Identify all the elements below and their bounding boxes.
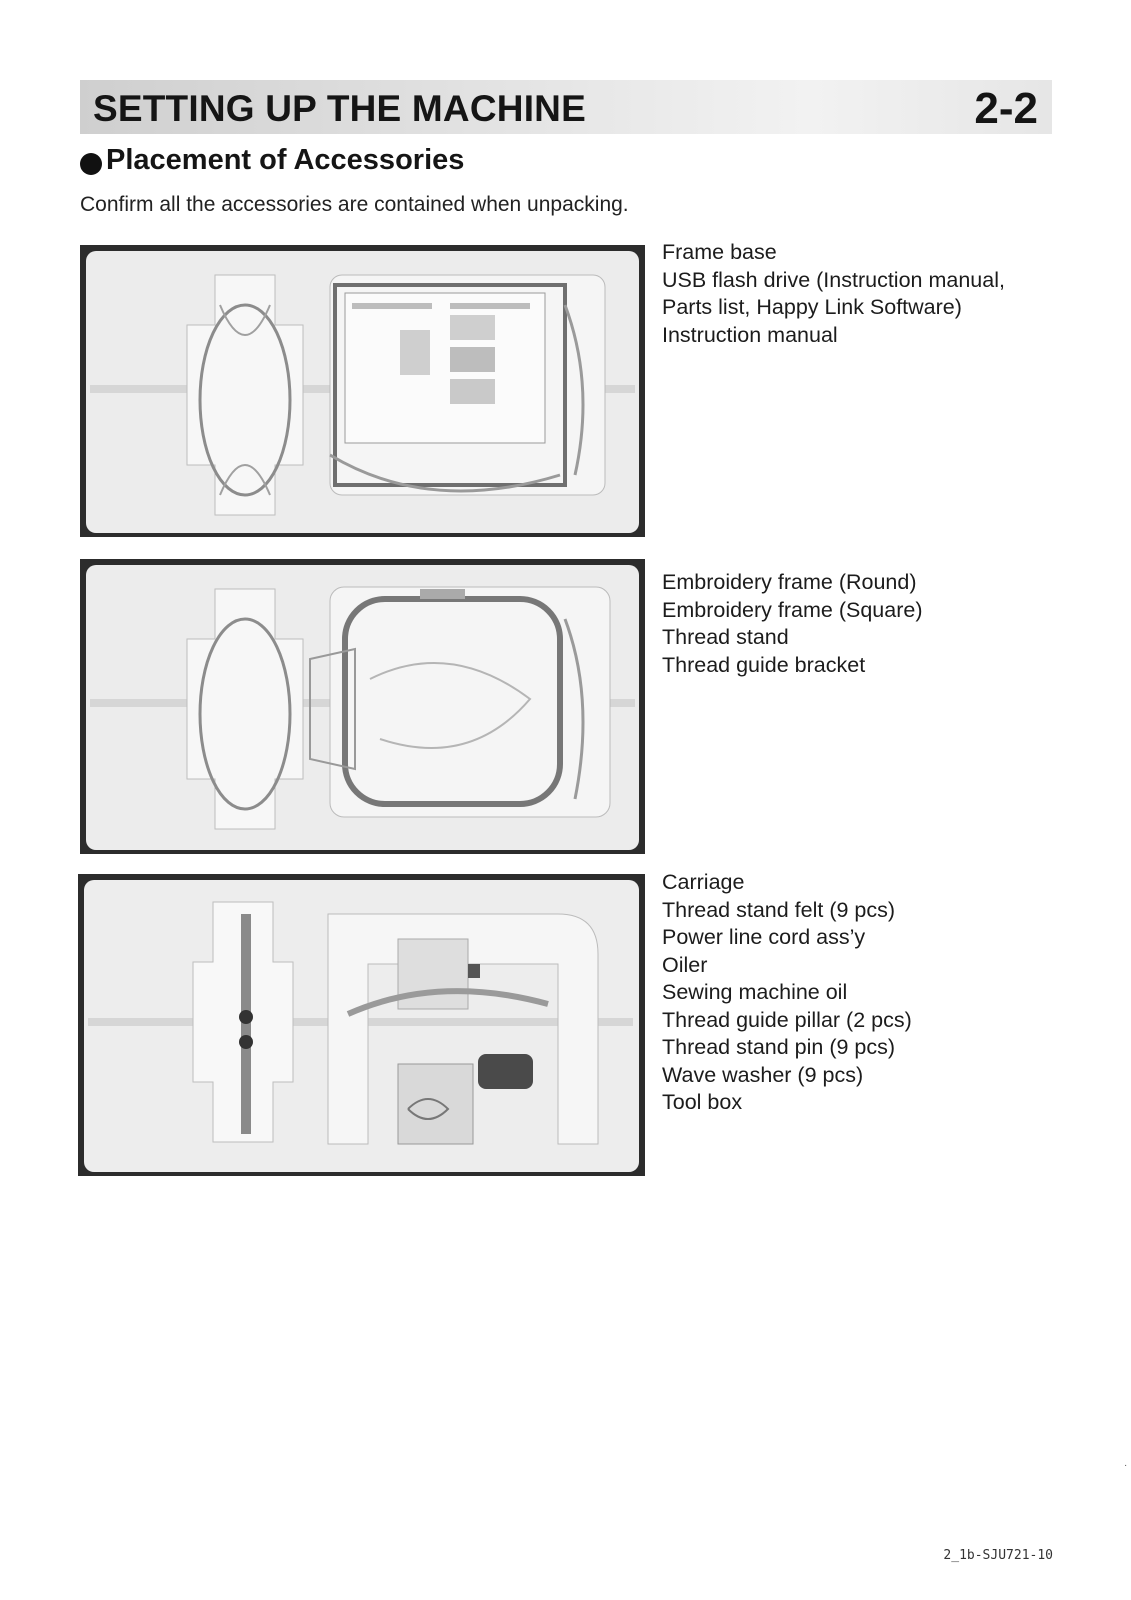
accessory-item: Thread guide pillar (2 pcs): [662, 1007, 912, 1032]
edge-mark: .: [1124, 1458, 1127, 1469]
accessory-item: Carriage: [662, 870, 745, 894]
accessory-item: Thread guide bracket: [662, 652, 866, 677]
accessory-item: Wave washer (9 pcs): [662, 1062, 864, 1087]
accessory-item: Oiler: [662, 952, 708, 977]
accessory-list-group-3: [662, 869, 912, 1117]
accessory-item: Embroidery frame (Square): [662, 597, 923, 622]
chapter-header: [80, 80, 1052, 134]
accessory-item: Instruction manual: [662, 322, 838, 347]
photo-accessories-box-1: [80, 245, 645, 537]
bullet-icon: [80, 153, 102, 175]
accessory-list-group-1: [662, 239, 1005, 349]
accessory-item: Thread stand felt (9 pcs): [662, 897, 896, 922]
photo-accessories-box-3: [78, 874, 645, 1176]
accessory-item: Power line cord ass’y: [662, 925, 866, 949]
photo-accessories-box-2: [80, 559, 645, 854]
accessory-item: Thread stand pin (9 pcs): [662, 1035, 896, 1059]
accessory-item: Embroidery frame (Round): [662, 570, 917, 594]
accessory-item: Parts list, Happy Link Software): [662, 295, 962, 319]
accessory-item: Thread stand: [662, 625, 789, 649]
accessory-item: Tool box: [662, 1090, 743, 1114]
section-number: 2-2: [974, 84, 1038, 133]
chapter-title: SETTING UP THE MACHINE: [93, 88, 586, 129]
accessory-item: USB flash drive (Instruction manual,: [662, 267, 1005, 292]
intro-text: Confirm all the accessories are contained when unpacking.: [80, 193, 629, 216]
section-heading: [80, 144, 464, 177]
section-heading-text: Placement of Accessories: [106, 144, 465, 176]
accessory-item: Frame base: [662, 240, 777, 264]
accessory-item: Sewing machine oil: [662, 980, 848, 1004]
document-code: 2_1b-SJU721-10: [943, 1548, 1053, 1563]
accessory-list-group-2: [662, 569, 922, 679]
